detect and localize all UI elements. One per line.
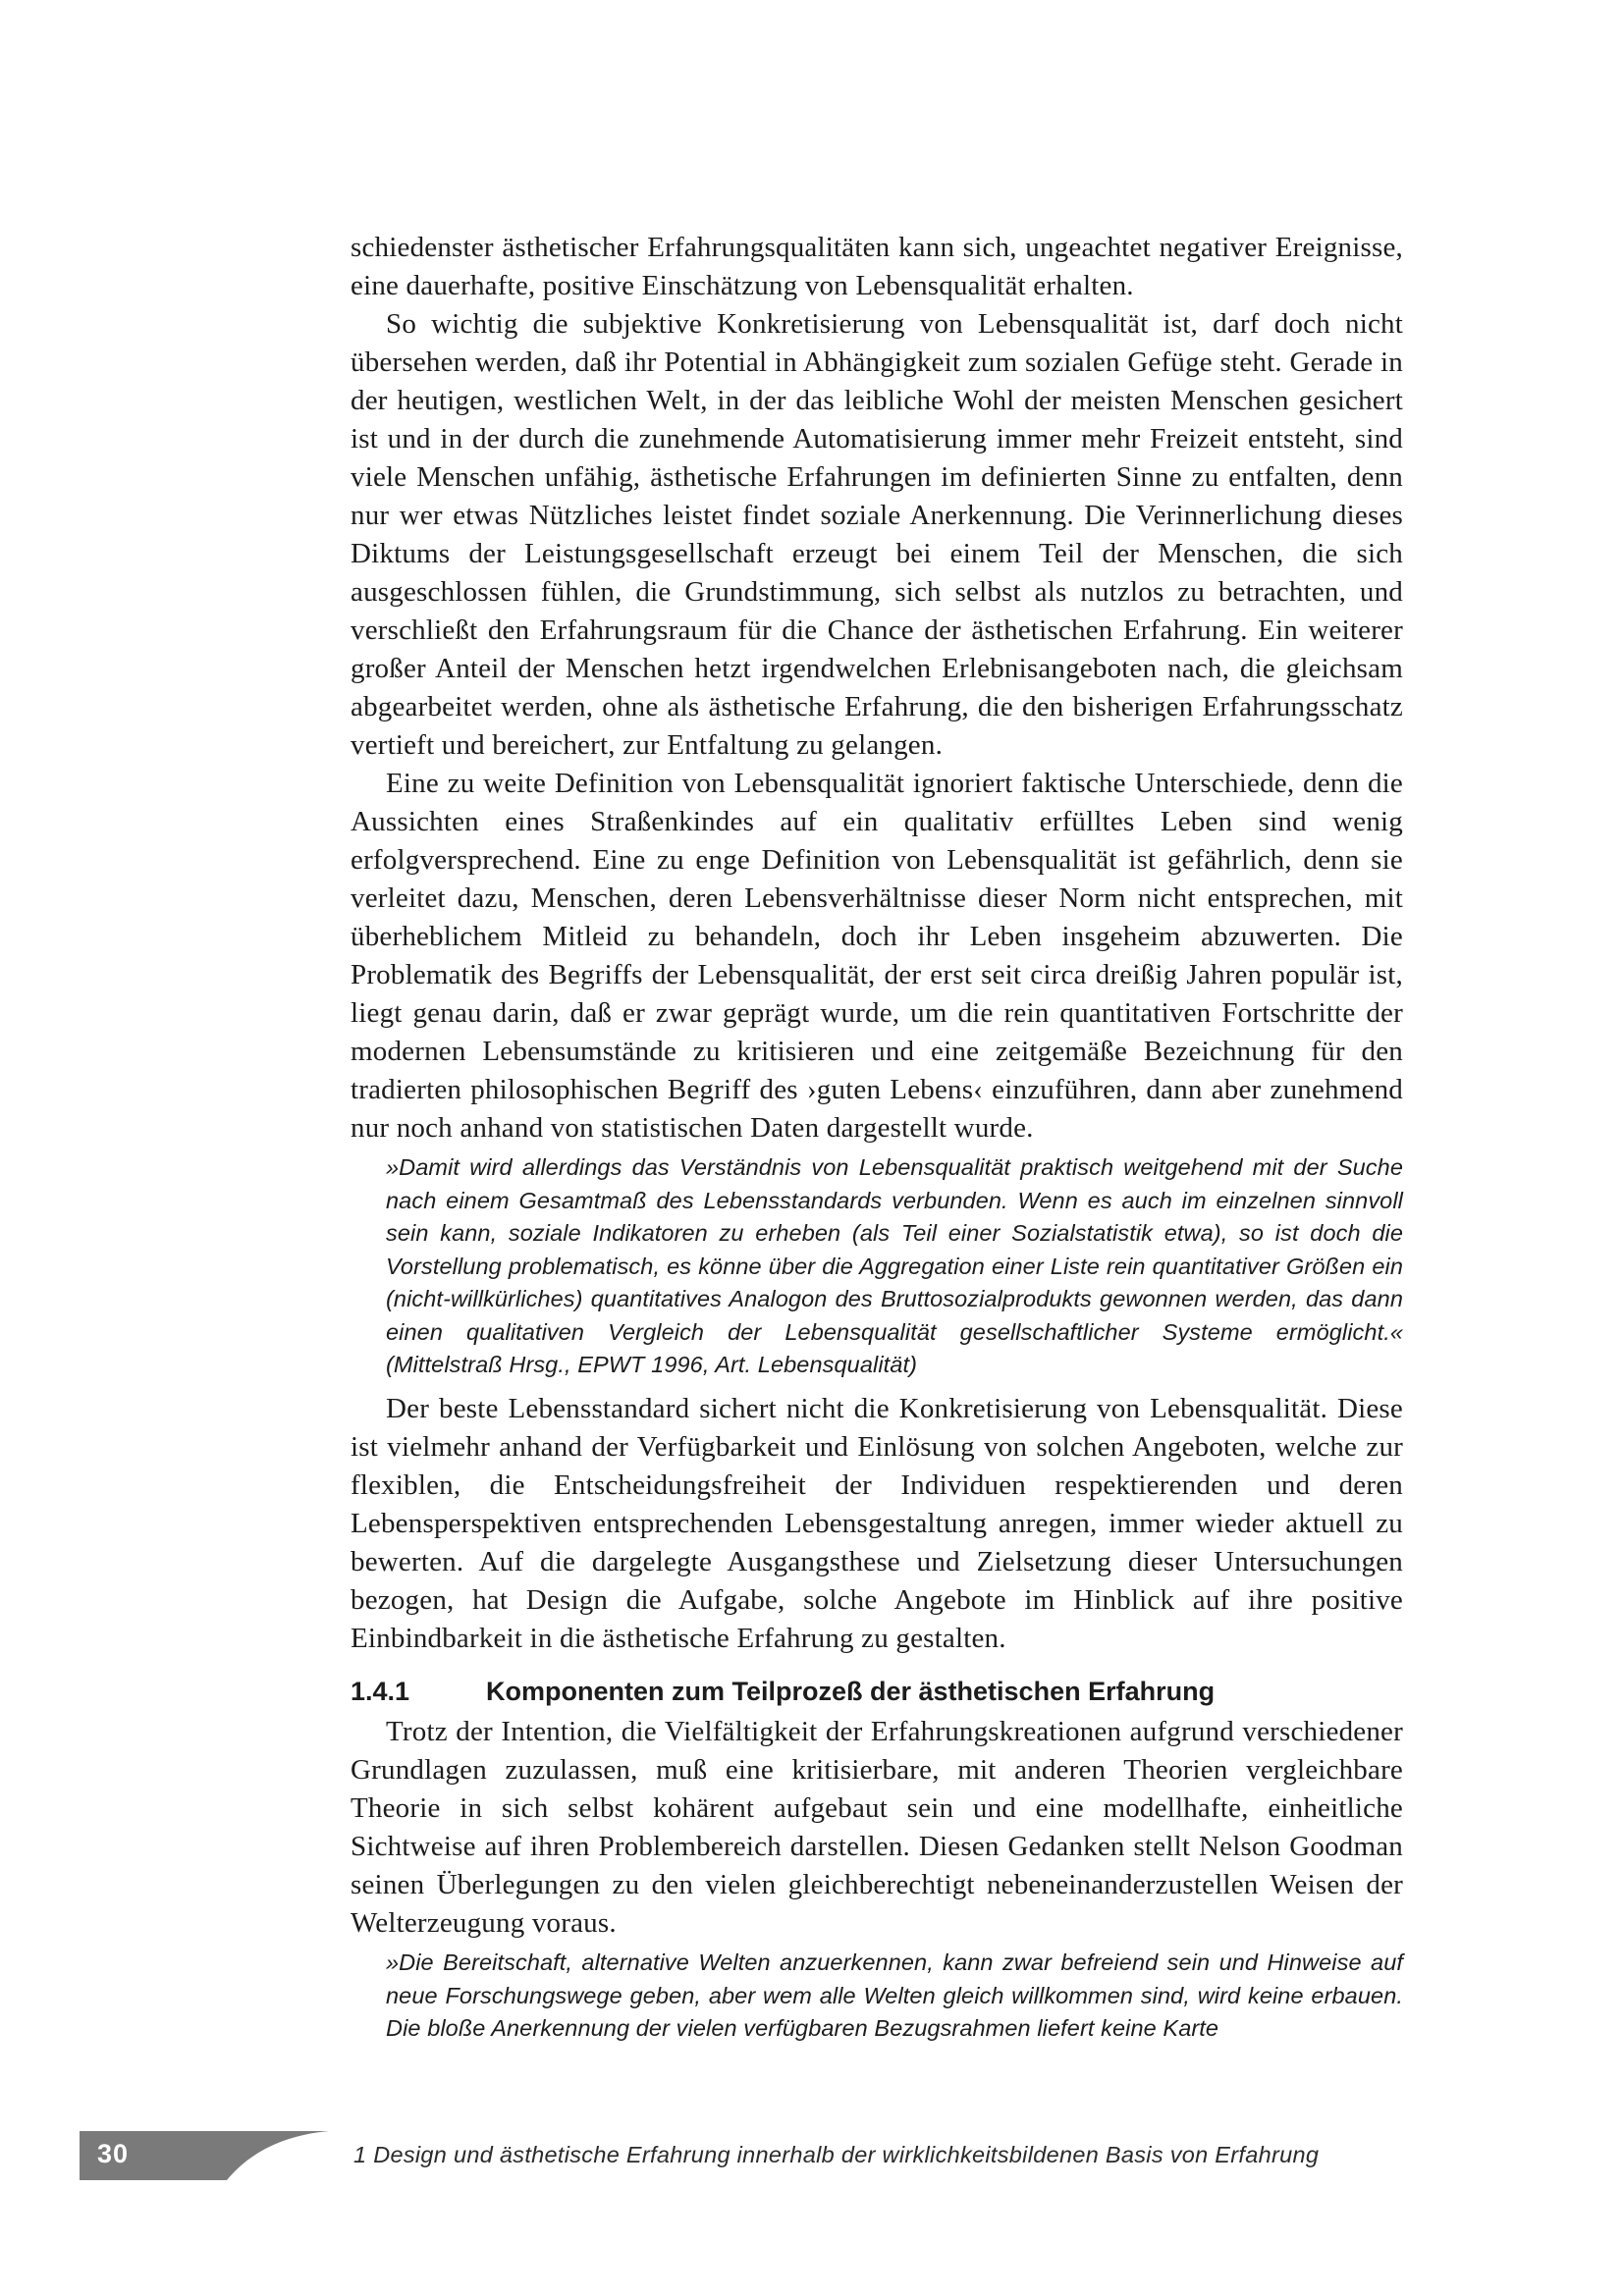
page-number: 30 <box>97 2139 130 2168</box>
page-number-tab <box>80 2131 329 2180</box>
paragraph-continuation: schiedenster ästhetischer Erfahrungsqualitäten kann sich, ungeachtet negativer Ereignisse, eine dauerhafte, positive Einschätzung von Lebensqualität erhalten. <box>351 232 1403 301</box>
section-heading <box>351 1674 1403 1709</box>
section-number: 1.4.1 <box>351 1677 410 1706</box>
paragraph-lebensstandard: Der beste Lebensstandard sichert nicht die Konkretisierung von Lebensqualität. Diese ist vielmehr anhand der Verfügbarkeit und Einlösung von solchen Angeboten, welche zur flexiblen, die Entscheidungsfreiheit der Individuen respektierenden und deren Lebensperspektiven entsprechenden Lebensgestaltung anregen, immer wieder aktuell zu bewerten. Auf die dargelegte Ausgangsthese und Zielsetzung dieser Untersuchungen bezogen, hat Design die Aufgabe, solche Angebote im Hinblick auf ihre positive Einbindbarkeit in die ästhetische Erfahrung zu gestalten. <box>351 1392 1403 1654</box>
text-block-upper <box>351 229 1403 1658</box>
paragraph-goodman: Trotz der Intention, die Vielfältigkeit der Erfahrungskreationen aufgrund verschiedener Grundlagen zuzulassen, muß eine kritisierbare, mit anderen Theorien vergleichbare Theorie in sich selbst kohärent aufgebaut sein und eine modellhafte, einheitliche Sichtweise auf ihren Problembereich darstellen. Diesen Gedanken stellt Nelson Goodman seinen Überlegungen zu den vielen gleichberechtigt nebeneinanderzustellen Weisen der Welterzeugung voraus. <box>351 1716 1403 1939</box>
section-1-4-1 <box>351 1674 1403 2046</box>
running-footer: 1 Design und ästhetische Erfahrung innerhalb der wirklichkeitsbildenen Basis von Erfahrung <box>353 2142 1320 2167</box>
paragraph-social-structure: So wichtig die subjektive Konkretisierung von Lebensqualität ist, darf doch nicht übersehen werden, daß ihr Potential in Abhängigkeit zum sozialen Gefüge steht. Gerade in der heutigen, westlichen Welt, in der das leibliche Wohl der meisten Menschen gesichert ist und in der durch die zunehmende Automatisierung immer mehr Freizeit entsteht, sind viele Menschen unfähig, ästhetische Erfahrungen im definierten Sinne zu entfalten, denn nur wer etwas Nützliches leistet findet soziale Anerkennung. Die Verinnerlichung dieses Diktums der Leistungsgesellschaft erzeugt bei einem Teil der Menschen, die sich ausgeschlossen fühlen, die Grundstimmung, sich selbst als nutzlos zu betrachten, und verschließt den Erfahrungsraum für die Chance der ästhetischen Erfahrung. Ein weiterer großer Anteil der Menschen hetzt irgendwelchen Erlebnisangeboten nach, die gleichsam abgearbeitet werden, ohne als ästhetische Erfahrung, die den bisherigen Erfahrungsschatz vertieft und bereichert, zur Entfaltung zu gelangen. <box>351 308 1403 761</box>
quote-mittelstrass: »Damit wird allerdings das Verständnis von Lebensqualität praktisch weitgehend mit der Suche nach einem Gesamtmaß des Lebensstandards verbunden. Wenn es auch im einzelnen sinnvoll sein kann, soziale Indikatoren zu erheben (als Teil einer Sozialstatistik etwa), so ist doch die Vorstellung problematisch, es könne über die Aggregation einer Liste rein quantitativer Größen ein (nicht-willkürliches) quantitatives Analogon des Bruttosozialprodukts gewonnen werden, das dann einen qualitativen Vergleich der Lebensqualität gesellschaftlicher Systeme ermöglicht.« (Mittelstraß Hrsg., EPWT 1996, Art. Lebensqualität) <box>386 1154 1403 1377</box>
section-title: Komponenten zum Teilprozeß der ästhetischen Erfahrung <box>486 1677 1216 1706</box>
quote-goodman: »Die Bereitschaft, alternative Welten anzuerkennen, kann zwar befreiend sein und Hinweise auf neue Forschungswege geben, aber wem alle Welten gleich willkommen sind, wird keine erbauen. Die bloße Anerkennung der vielen verfügbaren Bezugsrahmen liefert keine Karte <box>386 1949 1403 2041</box>
paragraph-definition: Eine zu weite Definition von Lebensqualität ignoriert faktische Unterschiede, denn die Aussichten eines Straßenkindes auf ein qualitativ erfülltes Leben sind wenig erfolgversprechend. Eine zu enge Definition von Lebensqualität ist gefährlich, denn sie verleitet dazu, Menschen, deren Lebensverhältnisse dieser Norm nicht entsprechen, mit überheblichem Mitleid zu behandeln, doch ihr Leben insgeheim abzuwerten. Die Problematik des Begriffs der Lebensqualität, der erst seit circa dreißig Jahren populär ist, liegt genau darin, daß er zwar geprägt wurde, um die rein quantitativen Fortschritte der modernen Lebensumstände zu kritisieren und eine zeitgemäße Bezeichnung für den tradierten philosophischen Begriff des ›guten Lebens‹ einzuführen, dann aber zunehmend nur noch anhand von statistischen Daten dargestellt wurde. <box>351 768 1403 1144</box>
